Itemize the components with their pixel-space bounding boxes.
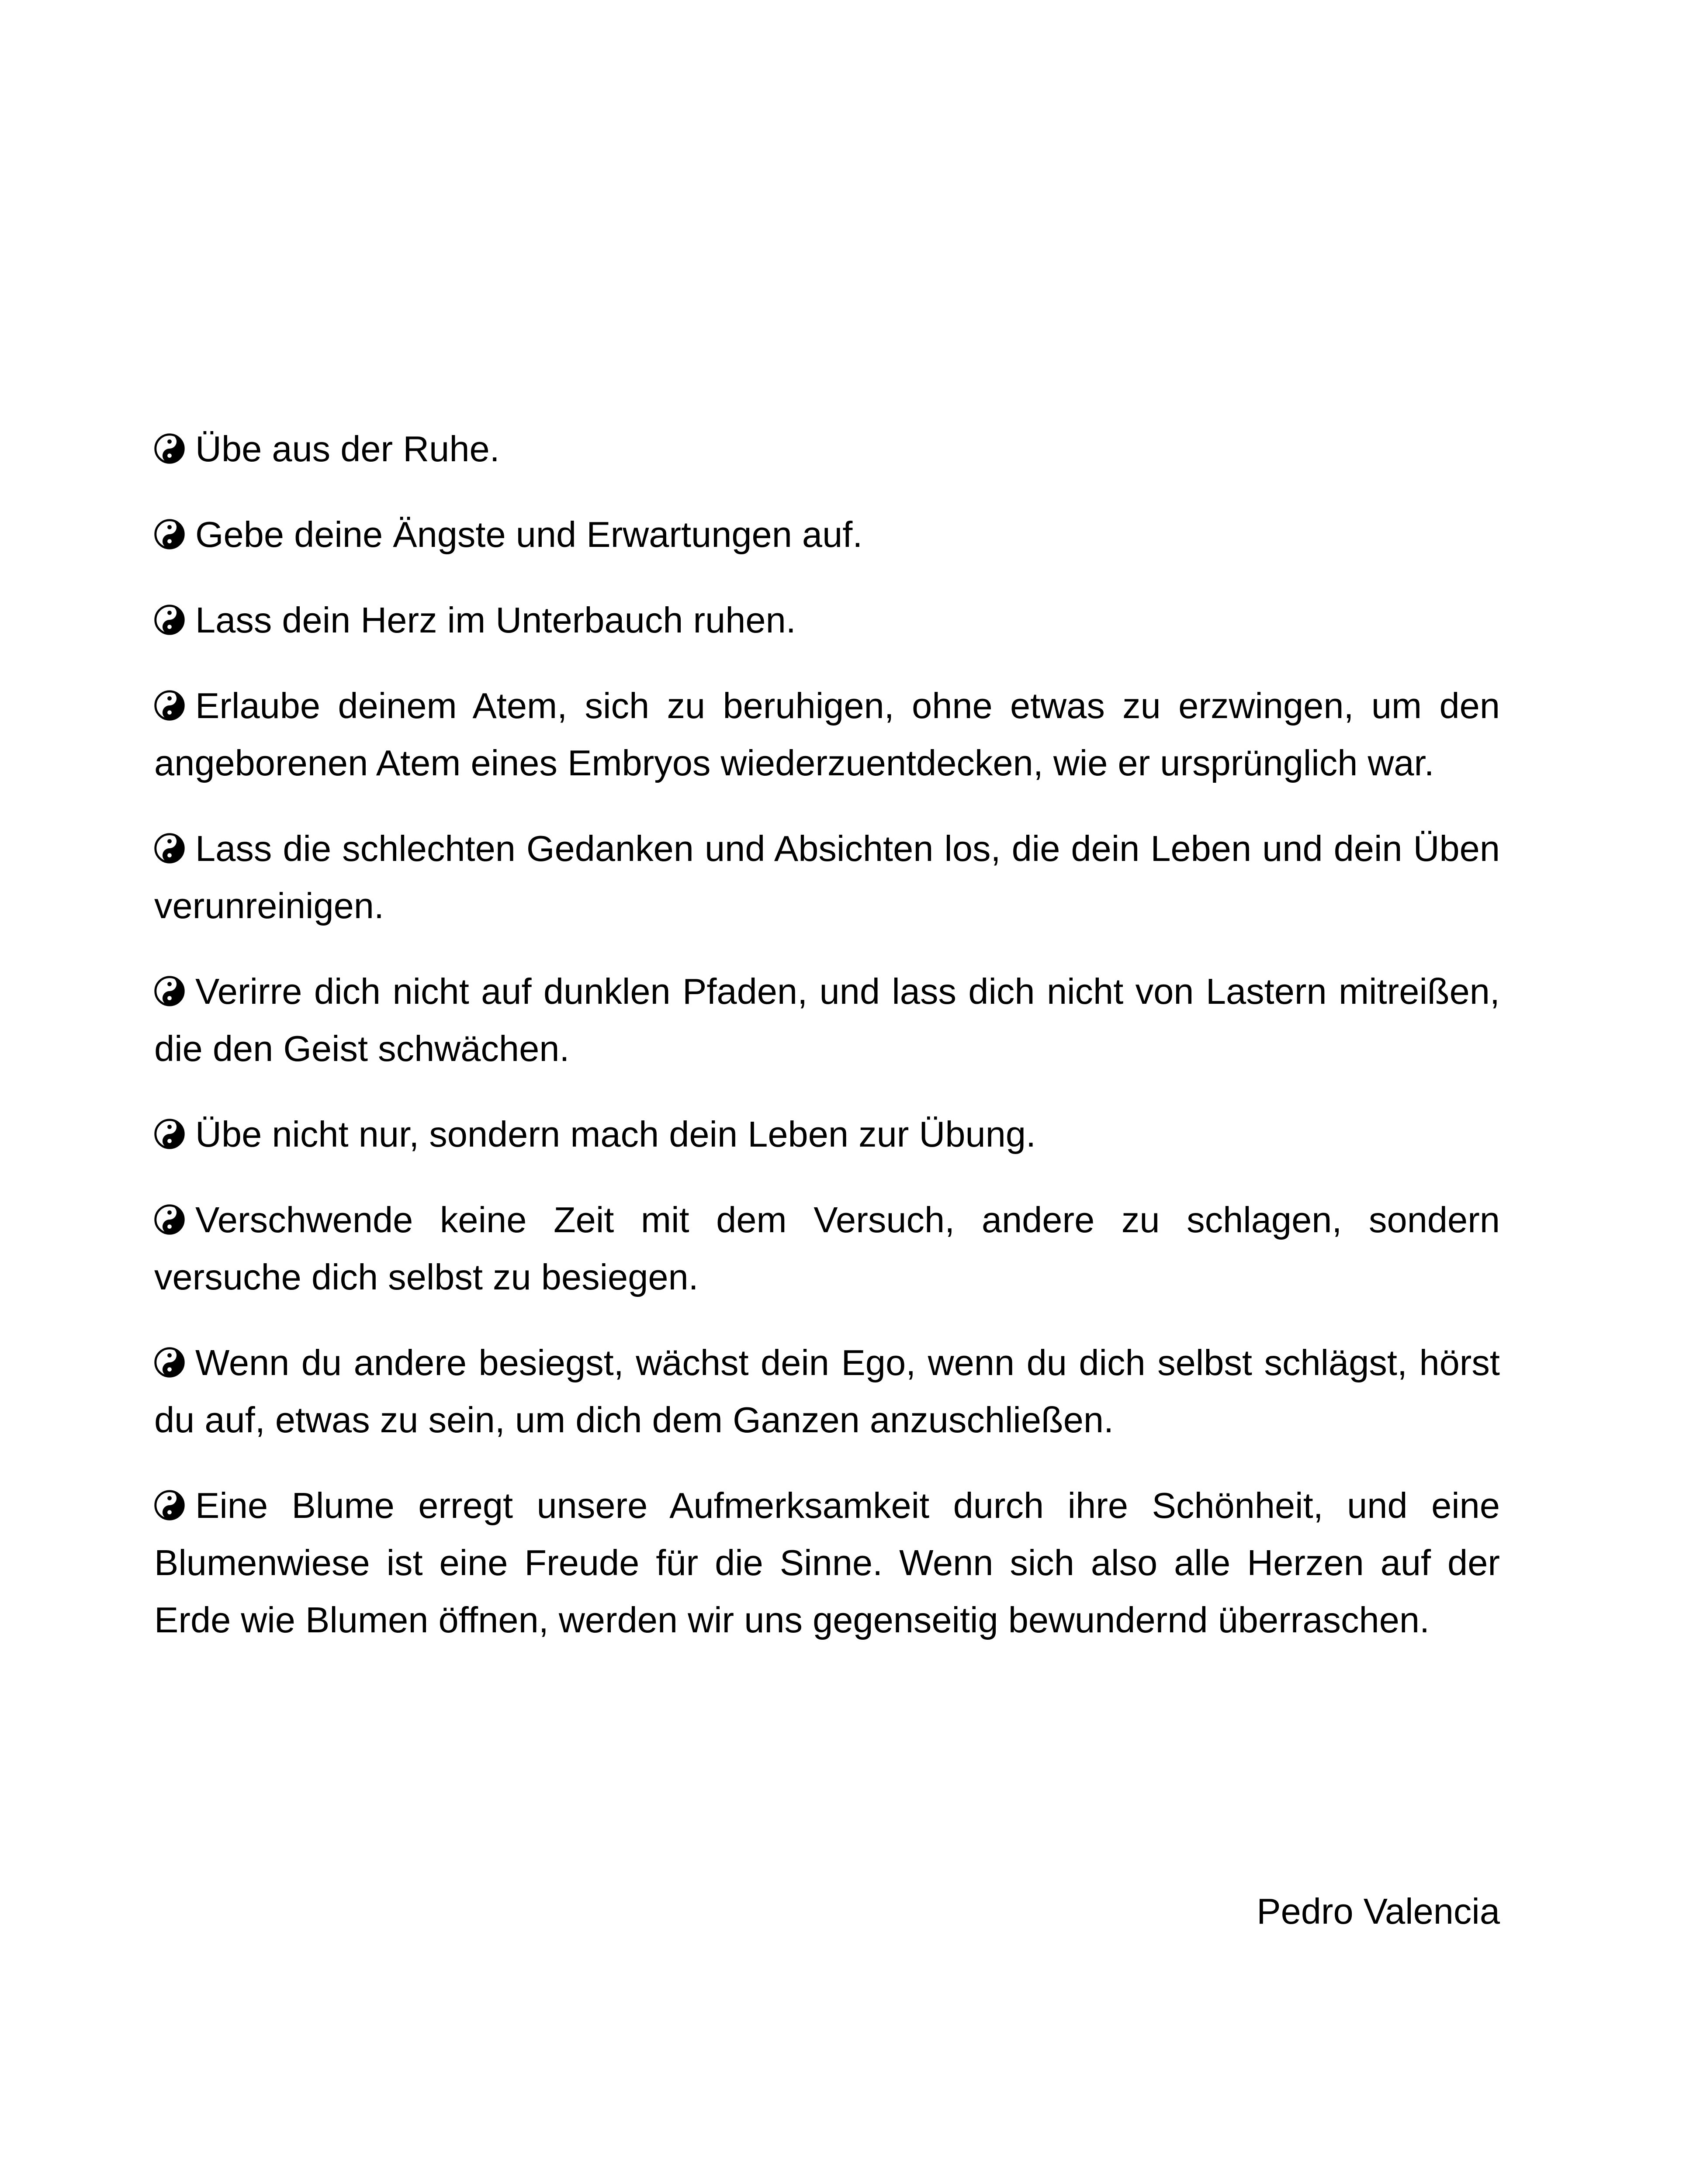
- list-item: [154, 677, 1500, 791]
- list-item-text: Verirre dich nicht auf dunklen Pfaden, und lass dich nicht von Lastern mitreißen, die den Geist schwächen.: [154, 971, 1500, 1069]
- list-item: [154, 1477, 1500, 1648]
- yin-yang-icon: [154, 1347, 185, 1378]
- list-item: [154, 506, 1500, 563]
- yin-yang-icon: [154, 433, 185, 464]
- list-item: [154, 591, 1500, 649]
- yin-yang-icon: [154, 605, 185, 635]
- list-item-text: Übe nicht nur, sondern mach dein Leben zur Übung.: [195, 1114, 1036, 1154]
- list-item-text: Übe aus der Ruhe.: [195, 429, 500, 469]
- list-item-text: Lass die schlechten Gedanken und Absichten los, die dein Leben und dein Üben verunreinigen.: [154, 828, 1500, 926]
- yin-yang-icon: [154, 1204, 185, 1235]
- yin-yang-icon: [154, 690, 185, 721]
- list-item-text: Lass dein Herz im Unterbauch ruhen.: [195, 600, 796, 640]
- list-item-text: Verschwende keine Zeit mit dem Versuch, andere zu schlagen, sondern versuche dich selbst zu besiegen.: [154, 1199, 1500, 1297]
- list-item: [154, 963, 1500, 1077]
- list-item-text: Erlaube deinem Atem, sich zu beruhigen, ohne etwas zu erzwingen, um den angeborenen Atem eines Embryos wiederzuentdecken, wie er ursprünglich war.: [154, 685, 1500, 783]
- list-item: [154, 820, 1500, 934]
- list-item: [154, 1191, 1500, 1306]
- list-item-text: Eine Blume erregt unsere Aufmerksamkeit durch ihre Schönheit, und eine Blumenwiese ist eine Freude für die Sinne. Wenn sich also alle Herzen auf der Erde wie Blumen öffnen, werden wir uns gegenseitig bewundernd überraschen.: [154, 1485, 1500, 1640]
- yin-yang-icon: [154, 833, 185, 864]
- yin-yang-icon: [154, 1119, 185, 1149]
- list-item-text: Gebe deine Ängste und Erwartungen auf.: [195, 514, 863, 555]
- author-signature: Pedro Valencia: [1257, 1891, 1500, 1932]
- list-item-text: Wenn du andere besiegst, wächst dein Ego, wenn du dich selbst schlägst, hörst du auf, etwas zu sein, um dich dem Ganzen anzuschließen.: [154, 1342, 1500, 1440]
- list-item: [154, 1334, 1500, 1448]
- yin-yang-icon: [154, 519, 185, 549]
- list-item: [154, 1106, 1500, 1163]
- yin-yang-icon: [154, 1490, 185, 1521]
- list-item: [154, 420, 1500, 477]
- yin-yang-icon: [154, 976, 185, 1006]
- document-body: [154, 420, 1500, 1677]
